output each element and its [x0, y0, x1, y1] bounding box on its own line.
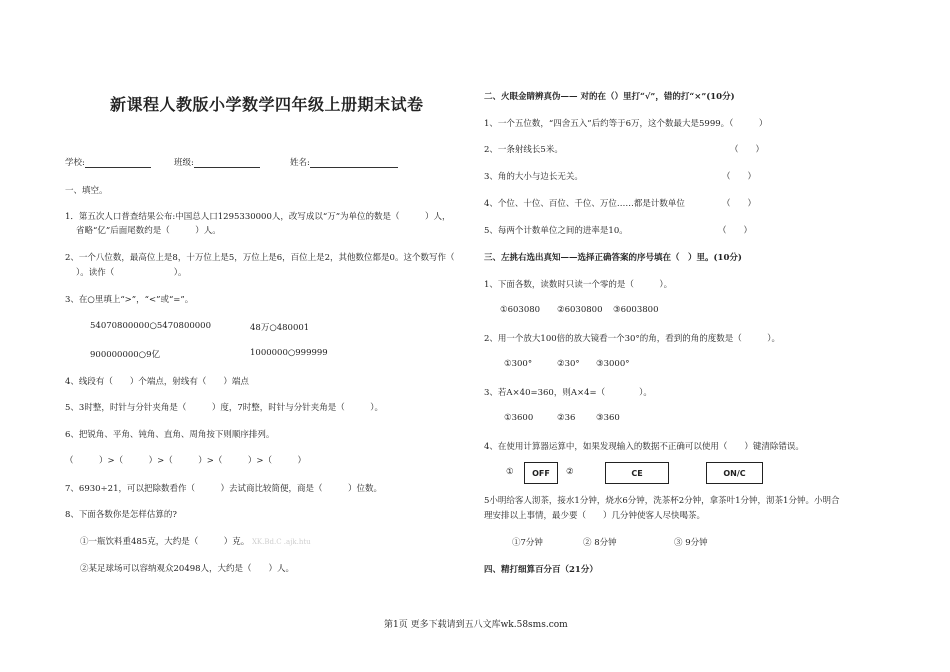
- judge-3: 3、角的大小与边长无关。: [484, 172, 583, 182]
- choice-1-option-2: ②6030800: [557, 305, 603, 315]
- judge-1: 1、一个五位数，“四舍五入”后约等于6万，这个数最大是5999。（ ）: [484, 119, 768, 129]
- name-field: [290, 156, 398, 168]
- question-6-order: （ ）>（ ）>（ ）>（ ）>（ ）: [65, 456, 306, 466]
- question-7: 7、6930÷21，可以把除数看作（ ）去试商比较简便，商是（ ）位数。: [65, 484, 382, 494]
- class-label: 班级:: [174, 158, 194, 168]
- choice-3-option-2: ②36: [557, 413, 576, 423]
- question-3: 3、在○里填上“>”，“<”或“=”。: [65, 295, 194, 305]
- question-2-line1: 2、一个八位数，最高位上是8，十万位上是5，万位上是6，百位上是2，其他数位都是0。这个数写作（: [65, 253, 455, 263]
- name-label: 姓名:: [290, 158, 310, 168]
- question-4: 4、线段有（ ）个端点，射线有（ ）端点: [65, 377, 249, 387]
- compare-item-4: 1000000○999999: [250, 348, 328, 358]
- section-4-heading: 四、精打细算百分百（21分）: [484, 565, 598, 575]
- choice-3-option-1: ①3600: [504, 413, 534, 423]
- choice-2-option-3: ③3000°: [596, 359, 630, 369]
- judge-4-paren: （ ）: [722, 199, 757, 209]
- key-marker-1: ①: [506, 467, 514, 477]
- off-key: OFF: [524, 462, 558, 484]
- judge-4: 4、个位、十位、百位、千位、万位……都是计数单位: [484, 199, 685, 209]
- judge-2-paren: （ ）: [730, 145, 765, 155]
- choice-2-option-1: ①300°: [504, 359, 533, 369]
- school-label: 学校:: [65, 158, 85, 168]
- section-1-heading: 一、填空。: [65, 186, 108, 196]
- question-8a-text: ①一瓶饮料重485克，大约是（ ）克。: [80, 537, 250, 547]
- choice-2: 2、用一个放大100倍的放大镜看一个30°的角，看到的角的度数是（ ）。: [484, 334, 780, 344]
- judge-5-paren: （ ）: [718, 226, 753, 236]
- question-1-line1: 1．第五次人口普查结果公布:中国总人口1295330000人，改写成以“万”为单位的数是（ ）人，: [65, 212, 451, 222]
- class-field: [174, 156, 260, 168]
- choice-4: 4、在使用计算器运算中，如果发现输入的数据不正确可以使用（ ）键清除错误。: [484, 442, 804, 452]
- judge-3-paren: （ ）: [722, 172, 757, 182]
- compare-item-1: 54070800000○5470800000: [90, 321, 211, 331]
- school-field: [65, 156, 151, 168]
- compare-item-2: 48万○480001: [250, 323, 310, 333]
- question-8: 8、下面各数你是怎样估算的?: [65, 510, 177, 520]
- section-2-heading: 二、火眼金睛辨真伪—— 对的在（）里打“√”，错的打“×”(10分): [484, 92, 735, 102]
- choice-5-option-2: ② 8分钟: [583, 538, 617, 548]
- key-marker-2: ②: [566, 467, 574, 477]
- choice-1-option-1: ①603080: [500, 305, 541, 315]
- question-2-line2: ）。读作（ ）。: [76, 268, 187, 278]
- question-1-line2: 省略“亿”后面尾数约是（ ）人。: [76, 226, 221, 236]
- compare-item-3: 900000000○9亿: [90, 350, 160, 360]
- choice-5-option-1: ①7分钟: [512, 538, 543, 548]
- page-footer: 第1页 更多下载请到五八文库wk.58sms.com: [384, 620, 568, 630]
- choice-5-line1: 5小明给客人沏茶，接水1分钟，烧水6分钟，洗茶杯2分钟，拿茶叶1分钟，沏茶1分钟。小明合: [484, 496, 840, 506]
- choice-3: 3、若A×40=360，则A×4=（ ）。: [484, 388, 652, 398]
- ce-key: CE: [605, 462, 669, 484]
- choice-5-option-3: ③ 9分钟: [674, 538, 708, 548]
- on-c-key: ON/C: [706, 462, 763, 484]
- choice-2-option-2: ②30°: [557, 359, 580, 369]
- page-title: 新课程人教版小学数学四年级上册期末试卷: [110, 95, 424, 114]
- judge-2: 2、一条射线长5米。: [484, 145, 563, 155]
- choice-3-option-3: ③360: [596, 413, 620, 423]
- question-5: 5、3时整，时针与分针夹角是（ ）度，7时整，时针与分针夹角是（ ）。: [65, 403, 383, 413]
- question-8-part-a: [80, 535, 311, 547]
- choice-1-option-3: ③6003800: [613, 305, 659, 315]
- question-6: 6、把锐角、平角、钝角、直角、周角按下则顺序排列。: [65, 430, 275, 440]
- section-3-heading: 三、左挑右选出真知——选择正确答案的序号填在（ ）里。(10分): [484, 253, 742, 263]
- question-8-part-b: ②某足球场可以容纳观众20498人，大约是（ ）人。: [80, 564, 295, 574]
- judge-5: 5、每两个计数单位之间的进率是10。: [484, 226, 628, 236]
- choice-5-line2: 理安排以上事情，最少要（ ）几分钟使客人尽快喝茶。: [484, 511, 706, 521]
- choice-1: 1、下面各数，读数时只读一个零的是（ ）。: [484, 280, 673, 290]
- faint-watermark-text: XK.Bd.C .ajk.htu: [251, 538, 311, 546]
